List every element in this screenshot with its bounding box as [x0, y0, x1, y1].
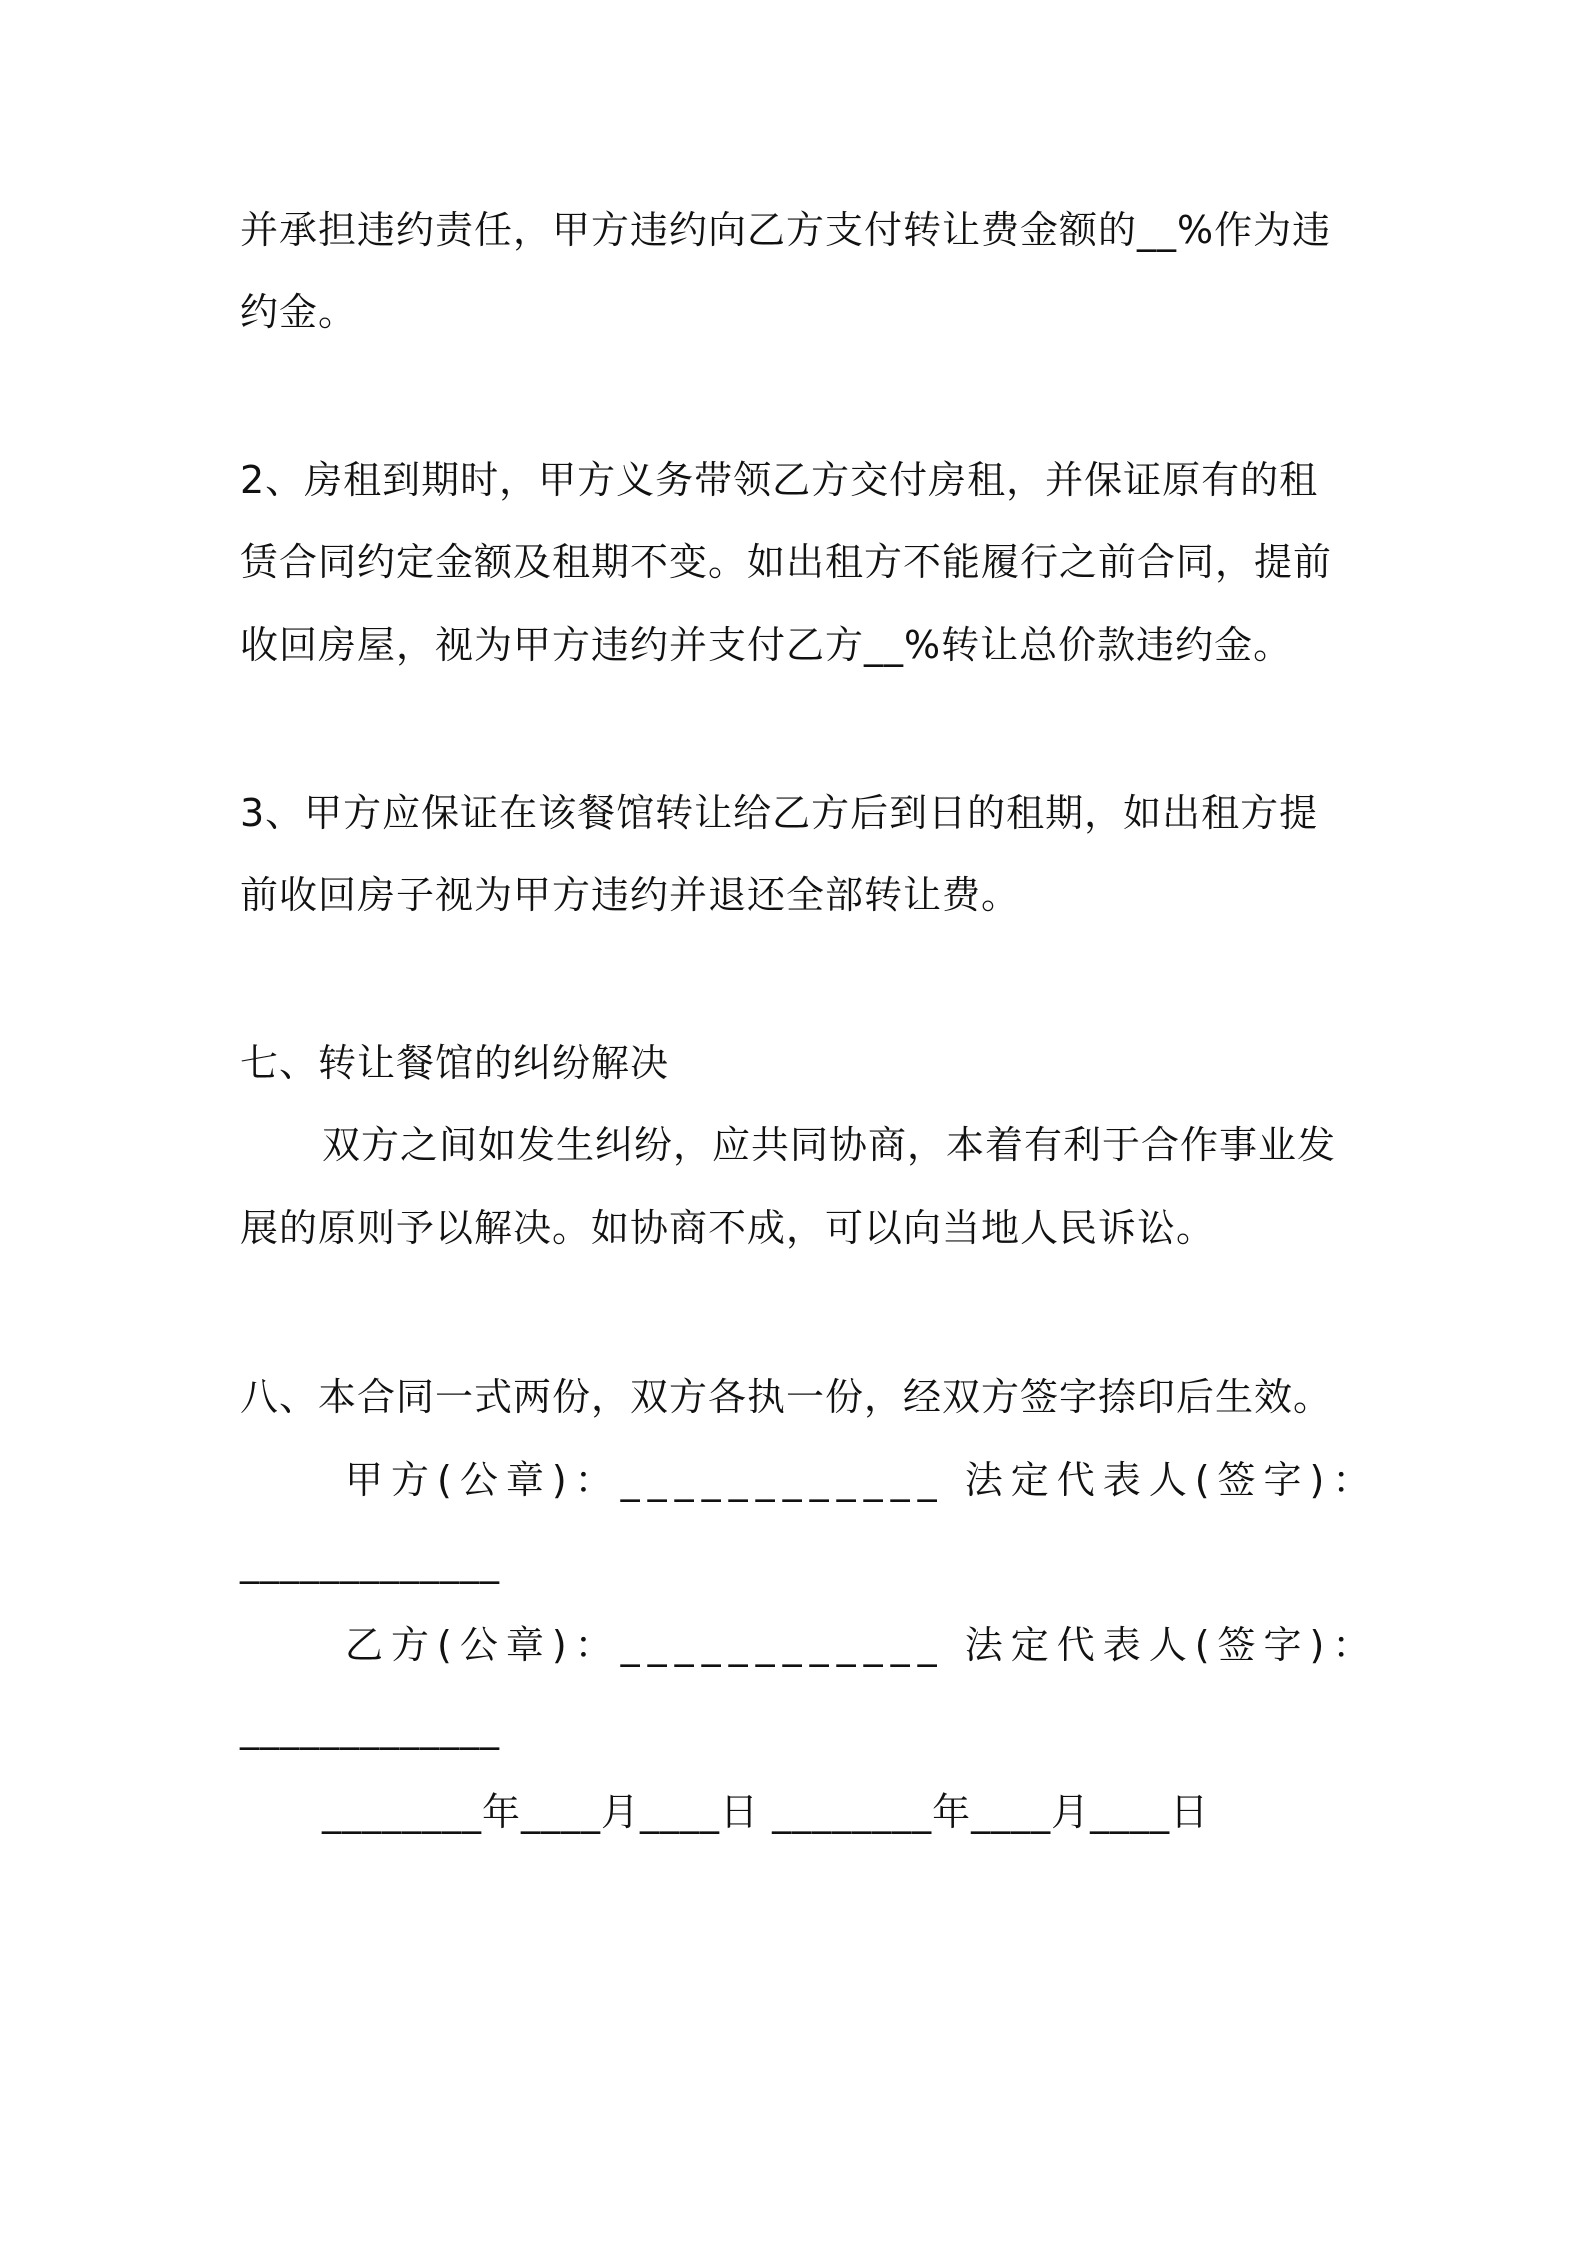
signature-party-a: 甲方(公章)：____________ 法定代表人(签字)： — [345, 1458, 1379, 1502]
section-7-line-1: 双方之间如发生纠纷，应共同协商，本着有利于合作事业发 — [322, 1123, 1337, 1167]
paragraph-2-line-1: 2、房租到期时，甲方义务带领乙方交付房租，并保证原有的租 — [240, 458, 1319, 502]
paragraph-3-line-1: 3、甲方应保证在该餐馆转让给乙方后到日的租期，如出租方提 — [240, 791, 1319, 835]
date-line: ________年____月____日 ________年____月____日 — [322, 1790, 1210, 1834]
paragraph-2-line-2: 赁合同约定金额及租期不变。如出租方不能履行之前合同，提前 — [240, 540, 1333, 584]
paragraph-1-line-2: 约金。 — [240, 290, 358, 334]
paragraph-3-line-2: 前收回房子视为甲方违约并退还全部转让费。 — [240, 873, 1021, 917]
paragraph-1-line-1: 并承担违约责任，甲方违约向乙方支付转让费金额的__%作为违 — [240, 208, 1332, 252]
section-7-heading: 七、转让餐馆的纠纷解决 — [240, 1041, 670, 1085]
signature-party-b: 乙方(公章)：____________ 法定代表人(签字)： — [345, 1623, 1379, 1667]
signature-party-a-blank: _____________ — [240, 1540, 500, 1584]
paragraph-2-line-3: 收回房屋，视为甲方违约并支付乙方__%转让总价款违约金。 — [240, 623, 1293, 667]
signature-party-b-blank: _____________ — [240, 1706, 500, 1750]
section-8-line-1: 八、本合同一式两份，双方各执一份，经双方签字捺印后生效。 — [240, 1375, 1333, 1419]
section-7-line-2: 展的原则予以解决。如协商不成，可以向当地人民诉讼。 — [240, 1206, 1216, 1250]
